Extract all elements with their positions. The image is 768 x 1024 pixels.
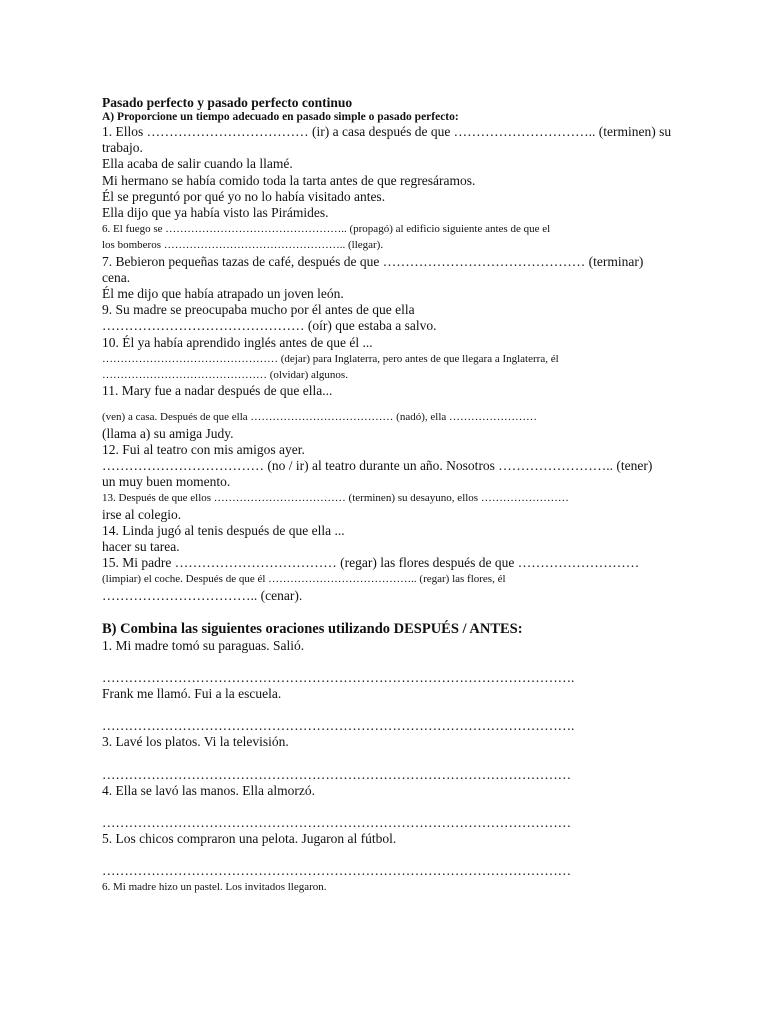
answer-line: ……………………………………………………………………………………………. xyxy=(102,670,575,686)
exercise-line: 6. El fuego se ………………………………………….. (propagó) al edificio siguiente antes de que el xyxy=(102,223,551,236)
exercise-line: 12. Fui al teatro con mis amigos ayer. xyxy=(102,441,305,457)
answer-line: …………………………………………………………………………………………… xyxy=(102,814,572,830)
exercise-line: 5. Los chicos compraron una pelota. Jugaron al fútbol. xyxy=(102,830,397,846)
exercise-line: 13. Después de que ellos ……………………………… (terminen) su desayuno, ellos …………………… xyxy=(102,492,569,505)
exercise-line: Ella acaba de salir cuando la llamé. xyxy=(102,156,293,172)
exercise-line: Él se preguntó por qué yo no lo había visitado antes. xyxy=(102,188,386,204)
exercise-line: (ven) a casa. Después de que ella ………………………………… (nadó), ella …………………… xyxy=(102,411,538,424)
exercise-line: ……………………………………… (olvidar) algunos. xyxy=(102,369,348,382)
exercise-line: ………………………………………… (dejar) para Inglaterra, pero antes de que llegara a Inglaterra, él xyxy=(102,352,559,365)
answer-line: …………………………………………………………………………………………… xyxy=(102,766,572,782)
worksheet-content xyxy=(102,95,702,895)
exercise-line: 10. Él ya había aprendido inglés antes de que él ... xyxy=(102,334,373,350)
exercise-line: un muy buen momento. xyxy=(102,474,231,490)
exercise-line: hacer su tarea. xyxy=(102,539,180,555)
exercise-line: los bomberos ………………………………………….. (llegar). xyxy=(102,239,384,252)
answer-line: ……………………………………………………………………………………………. xyxy=(102,718,575,734)
section-a-instructions: A) Proporcione un tiempo adecuado en pasado simple o pasado perfecto: xyxy=(102,111,459,123)
section-b-exercises xyxy=(102,638,702,895)
exercise-line: ……………………………………… (oír) que estaba a salvo. xyxy=(102,318,437,334)
exercise-line: 14. Linda jugó al tenis después de que ella ... xyxy=(102,522,345,538)
exercise-line: (llama a) su amiga Judy. xyxy=(102,425,234,441)
page-title: Pasado perfecto y pasado perfecto continuo xyxy=(102,95,353,110)
exercise-line: 4. Ella se lavó las manos. Ella almorzó. xyxy=(102,782,315,798)
exercise-line: (limpiar) el coche. Después de que él ………………………………….. (regar) las flores, él xyxy=(102,573,506,586)
exercise-line: …………………………….. (cenar). xyxy=(102,587,303,603)
line-gap xyxy=(102,399,702,409)
exercise-line: 3. Lavé los platos. Vi la televisión. xyxy=(102,734,289,750)
exercise-line: Frank me llamó. Fui a la escuela. xyxy=(102,686,282,702)
exercise-line: 6. Mi madre hizo un pastel. Los invitados llegaron. xyxy=(102,880,327,893)
exercise-line: cena. xyxy=(102,269,131,285)
answer-line: …………………………………………………………………………………………… xyxy=(102,862,572,878)
section-b-title: B) Combina las siguientes oraciones utilizando DESPUÉS / ANTES: xyxy=(102,620,523,637)
exercise-line: Él me dijo que había atrapado un joven león. xyxy=(102,286,344,302)
exercise-line: irse al colegio. xyxy=(102,506,182,522)
exercise-line: 11. Mary fue a nadar después de que ella... xyxy=(102,383,333,399)
exercise-line: ……………………………… (no / ir) al teatro durante un año. Nosotros …………………….. (tener) xyxy=(102,458,653,474)
section-a-exercises xyxy=(102,124,702,604)
exercise-line: 9. Su madre se preocupaba mucho por él antes de que ella xyxy=(102,302,415,318)
exercise-line: 1. Mi madre tomó su paraguas. Salió. xyxy=(102,637,305,653)
exercise-line: Ella dijo que ya había visto las Pirámides. xyxy=(102,205,329,221)
exercise-line: 15. Mi padre ……………………………… (regar) las flores después de que ……………………… xyxy=(102,555,640,571)
exercise-line: 1. Ellos ……………………………… (ir) a casa después de que ………………………….. (terminen) su xyxy=(102,124,672,139)
exercise-line: Mi hermano se había comido toda la tarta antes de que regresáramos. xyxy=(102,172,476,188)
exercise-line: trabajo. xyxy=(102,140,143,156)
exercise-line: 7. Bebieron pequeñas tazas de café, después de que ……………………………………… (terminar) xyxy=(102,253,644,269)
